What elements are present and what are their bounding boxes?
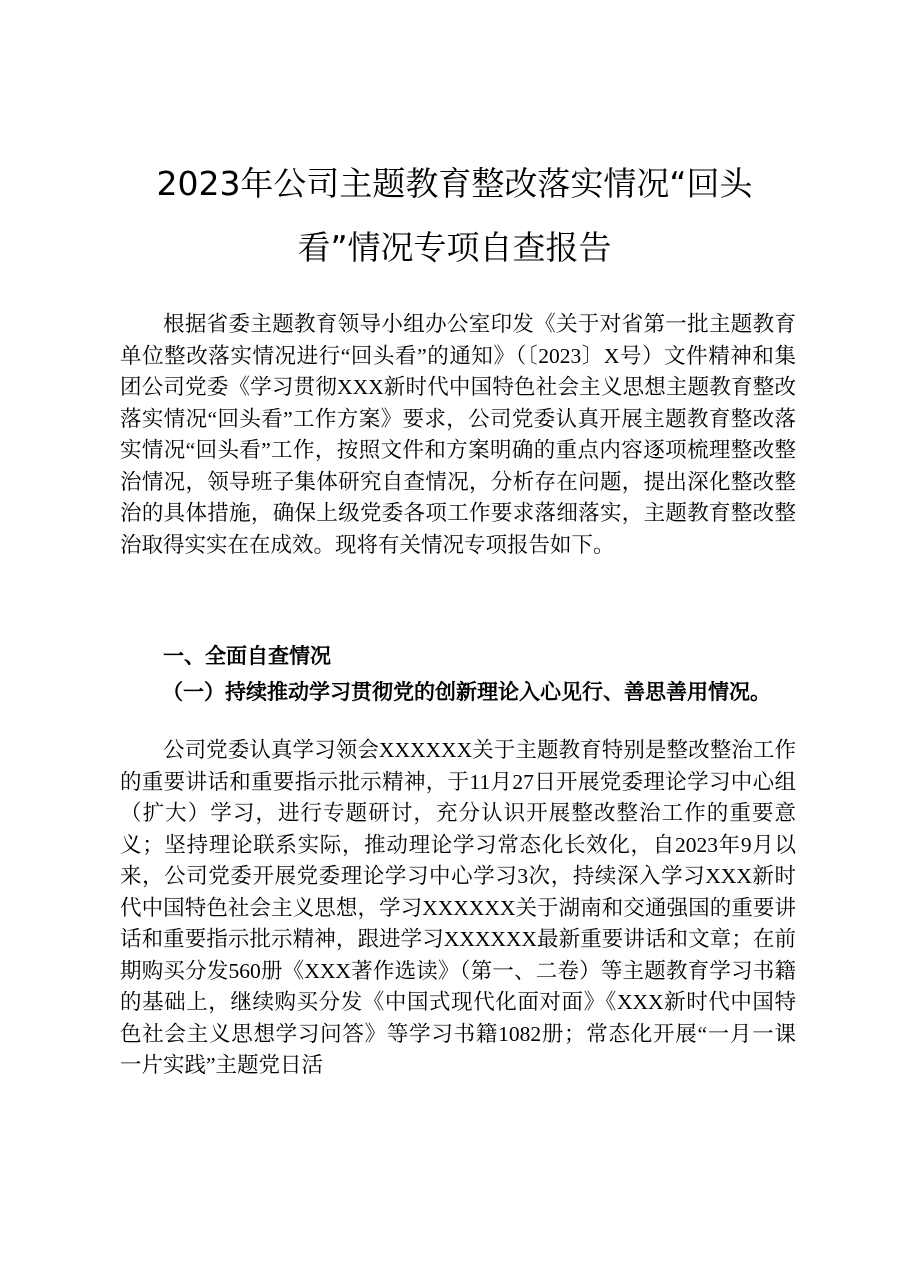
document-title-line1: 2023年公司主题教育整改落实情况“回头 bbox=[156, 164, 753, 203]
subsection-heading-1: （一）持续推动学习贯彻党的创新理论入心见行、善思善用情况。 bbox=[162, 679, 771, 704]
section-heading-1: 一、全面自查情况 bbox=[163, 644, 331, 668]
body-paragraph-2: 公司党委认真学习领会XXXXXX关于主题教育特别是整改整治工作的重要讲话和重要指示批示精神，于11月27日开展党委理论学习中心组（扩大）学习，进行专题研讨，充分认识开展整改整治工作的重要意义；坚持理论联系实际，推动理论学习常态化长效化，自2023年9月以来，公司党委开展党委理论学习中心学习3次，持续深入学习XXX新时代中国特色社会主义思想，学习XXXXXX关于湖南和交通强国的重要讲话和重要指示批示精神，跟进学习XXXXXX最新重要讲话和文章；在前期购买分发560册《XXX著作选读》（第一、二卷）等主题教育学习书籍的基础上，继续购买分发《中国式现代化面对面》《XXX新时代中国特色社会主义思想学习问答》等学习书籍1082册；常态化开展“一月一课一片实践”主题党日活 bbox=[120, 738, 796, 1077]
document-title-line2: 看”情况专项自查报告 bbox=[297, 228, 612, 267]
intro-paragraph: 根据省委主题教育领导小组办公室印发《关于对省第一批主题教育单位整改落实情况进行“回头看”的通知》（〔2023〕X号）文件精神和集团公司党委《学习贯彻XXX新时代中国特色社会主义思想主题教育整改落实情况“回头看”工作方案》要求，公司党委认真开展主题教育整改落实情况“回头看”工作，按照文件和方案明确的重点内容逐项梳理整改整治情况，领导班子集体研究自查情况，分析存在问题，提出深化整改整治的具体措施，确保上级党委各项工作要求落细落实，主题教育整改整治取得实实在在成效。现将有关情况专项报告如下。 bbox=[120, 312, 796, 557]
